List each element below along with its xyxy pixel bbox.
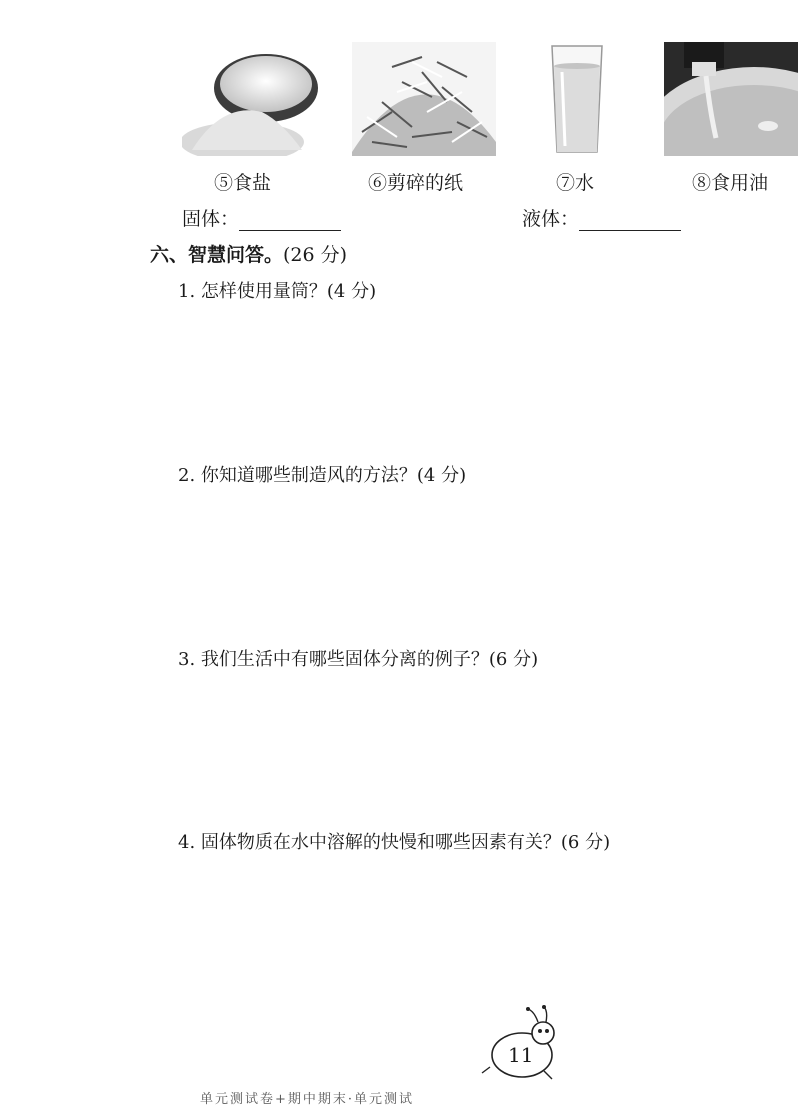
image-caption-water: ⑦水 [556, 172, 595, 194]
salt-bowl-image [182, 42, 318, 156]
image-caption-oil: ⑧食用油 [692, 172, 769, 194]
section-score: (26 分) [283, 244, 348, 266]
solid-answer-row [182, 204, 341, 231]
footer-text: 单元测试卷+期中期末·单元测试 [200, 1092, 415, 1107]
liquid-answer-row [522, 204, 681, 231]
liquid-label: 液体： [522, 208, 580, 230]
solid-answer-blank[interactable] [239, 212, 341, 231]
question-1: 1. 怎样使用量筒？(4 分) [178, 281, 377, 302]
section-title: 六、智慧问答。 [150, 244, 284, 266]
question-4: 4. 固体物质在水中溶解的快慢和哪些因素有关？(6 分) [178, 832, 611, 853]
question-2: 2. 你知道哪些制造风的方法？(4 分) [178, 465, 467, 486]
page-number-badge [480, 1005, 570, 1090]
image-caption-salt: ⑤食盐 [214, 172, 272, 194]
section-heading [150, 240, 347, 267]
shredded-paper-image [352, 42, 496, 156]
page-number: 11 [508, 1043, 534, 1067]
cooking-oil-image [664, 42, 798, 156]
water-glass-image [548, 42, 606, 156]
solid-label: 固体： [182, 208, 240, 230]
liquid-answer-blank[interactable] [579, 212, 681, 231]
image-caption-paper: ⑥剪碎的纸 [368, 172, 464, 194]
question-3: 3. 我们生活中有哪些固体分离的例子？(6 分) [178, 649, 539, 670]
